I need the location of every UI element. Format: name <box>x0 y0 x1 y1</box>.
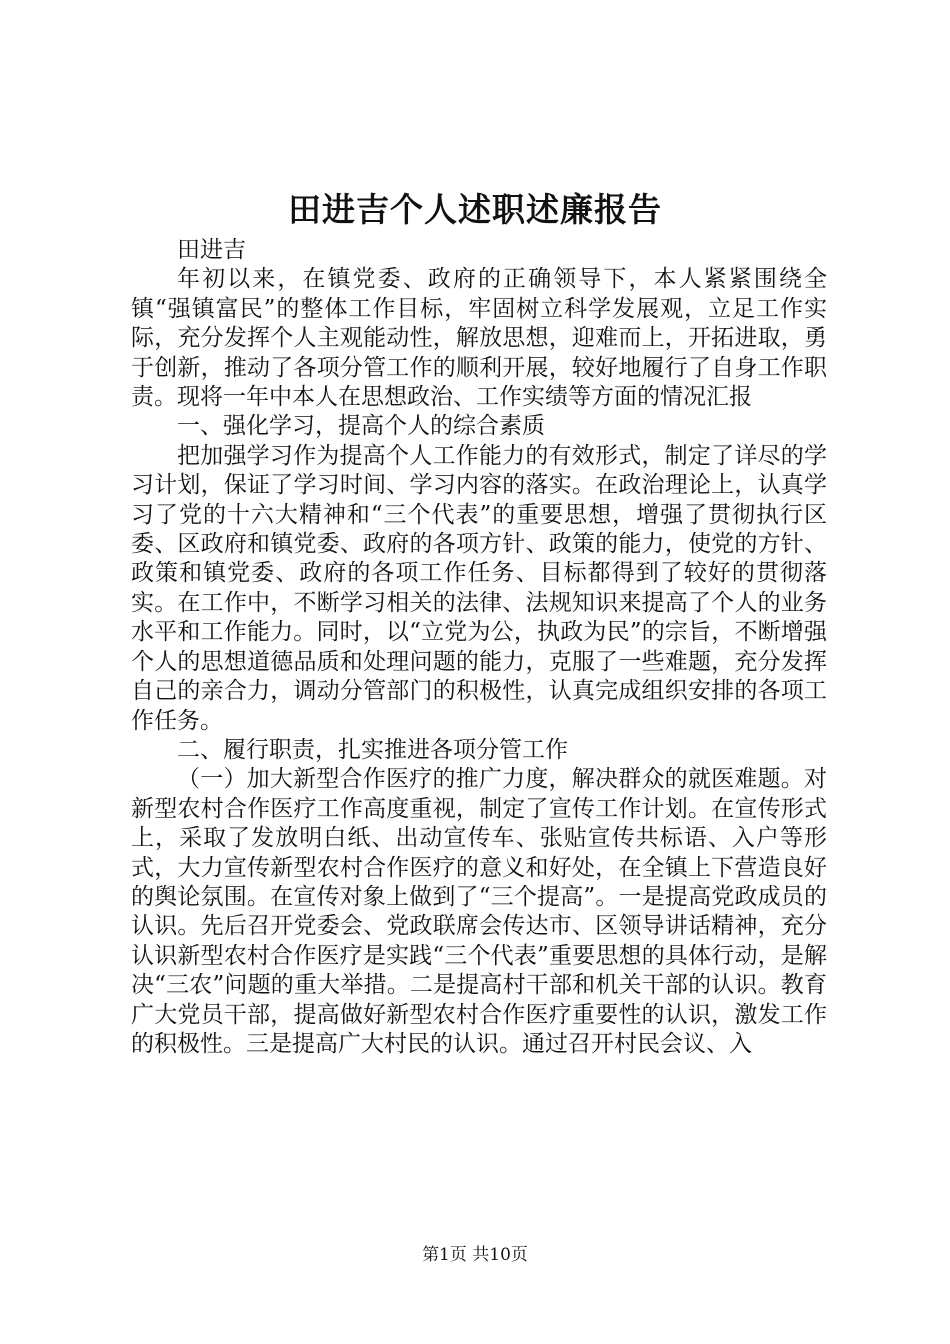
paragraph-medical: （一）加大新型合作医疗的推广力度，解决群众的就医难题。对新型农村合作医疗工作高度重视，制定了宣传工作计划。在宣传形式上，采取了发放明白纸、出动宣传车、张贴宣传共标语、入户等形式，大力宣传新型农村合作医疗的意义和好处，在全镇上下营造良好的舆论氛围。在宣传对象上做到了“三个提高”。一是提高党政成员的认识。先后召开党委会、党政联席会传达市、区领导讲话精神，充分认识新型农村合作医疗是实践“三个代表”重要思想的具体行动，是解决“三农”问题的重大举措。二是提高村干部和机关干部的认识。教育广大党员干部，提高做好新型农村合作医疗重要性的认识，激发工作的积极性。三是提高广大村民的认识。通过召开村民会议、入 <box>131 766 827 1057</box>
document-title: 田进吉个人述职述廉报告 <box>288 190 662 229</box>
section-heading-2: 二、履行职责，扎实推进各项分管工作 <box>177 736 568 763</box>
section-heading-1: 一、强化学习，提高个人的综合素质 <box>177 413 545 440</box>
document-body <box>131 236 827 1059</box>
paragraph-study: 把加强学习作为提高个人工作能力的有效形式，制定了详尽的学习计划，保证了学习时间、学习内容的落实。在政治理论上，认真学习了党的十六大精神和“三个代表”的重要思想，增强了贯彻执行区委、区政府和镇党委、政府的各项方针、政策的能力，使党的方针、政策和镇党委、政府的各项工作任务、目标都得到了较好的贯彻落实。在工作中，不断学习相关的法律、法规知识来提高了个人的业务水平和工作能力。同时，以“立党为公，执政为民”的宗旨，不断增强个人的思想道德品质和处理问题的能力，克服了一些难题，充分发挥自己的亲合力，调动分管部门的积极性，认真完成组织安排的各项工作任务。 <box>131 442 827 734</box>
paragraph-intro: 年初以来，在镇党委、政府的正确领导下，本人紧紧围绕全镇“强镇富民”的整体工作目标，牢固树立科学发展观，立足工作实际，充分发挥个人主观能动性，解放思想，迎难而上，开拓进取，勇于创新，推动了各项分管工作的顺利开展，较好地履行了自身工作职责。现将一年中本人在思想政治、工作实绩等方面的情况汇报 <box>131 266 827 411</box>
author-line: 田进吉 <box>177 237 246 263</box>
page-number: 第1页 共10页 <box>422 1245 528 1265</box>
